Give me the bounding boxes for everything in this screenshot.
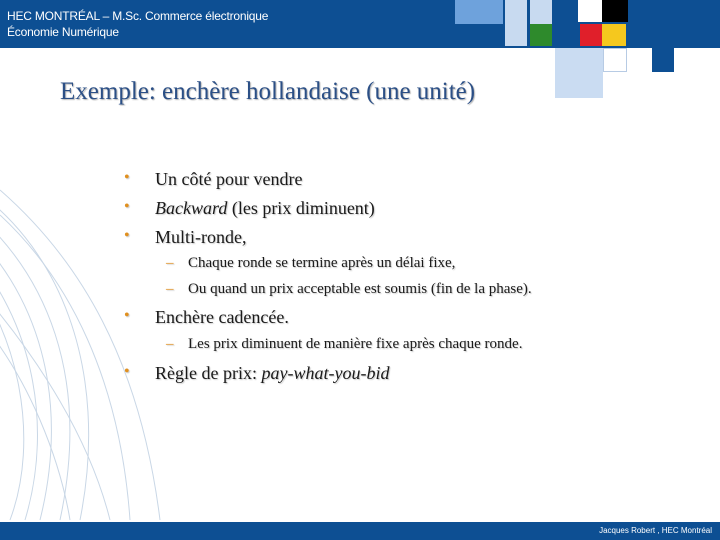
bullet-2-text	[155, 198, 375, 219]
footer-credit: Jacques Robert , HEC Montréal	[599, 526, 712, 535]
bullet-2-rest: (les prix diminuent)	[227, 198, 375, 218]
bullet-dot: •	[124, 169, 130, 186]
bullet-dot: •	[124, 198, 130, 215]
sub-bullet-3-2-text: Ou quand un prix acceptable est soumis (fin de la phase).	[188, 281, 532, 297]
sub-bullet-dash: –	[166, 255, 174, 271]
header-line-2: Économie Numérique	[7, 25, 119, 39]
sub-bullet-dash: –	[166, 281, 174, 297]
bullet-2-italic: Backward	[155, 198, 228, 218]
header-line-1: HEC MONTRÉAL – M.Sc. Commerce électronique	[7, 9, 269, 23]
header-text	[7, 8, 268, 40]
bullet-3-text: Multi-ronde,	[155, 227, 247, 247]
bullet-5-text	[155, 363, 389, 384]
bullet-4-text: Enchère cadencée.	[155, 307, 289, 327]
sub-bullet-4-1-text: Les prix diminuent de manière fixe après chaque ronde.	[188, 336, 523, 352]
bullet-dot: •	[124, 227, 130, 244]
sub-bullet-dash: –	[166, 336, 174, 352]
bullet-5-prefix: Règle de prix:	[155, 363, 262, 383]
footer-band	[0, 522, 720, 540]
bullet-dot: •	[124, 307, 130, 324]
bullet-dot: •	[124, 363, 130, 380]
bullet-5-italic: pay-what-you-bid	[261, 363, 390, 383]
slide-title: Exemple: enchère hollandaise (une unité)	[60, 78, 476, 105]
sub-bullet-3-1-text: Chaque ronde se termine après un délai fixe,	[188, 255, 456, 271]
bullet-1-text: Un côté pour vendre	[155, 169, 303, 189]
